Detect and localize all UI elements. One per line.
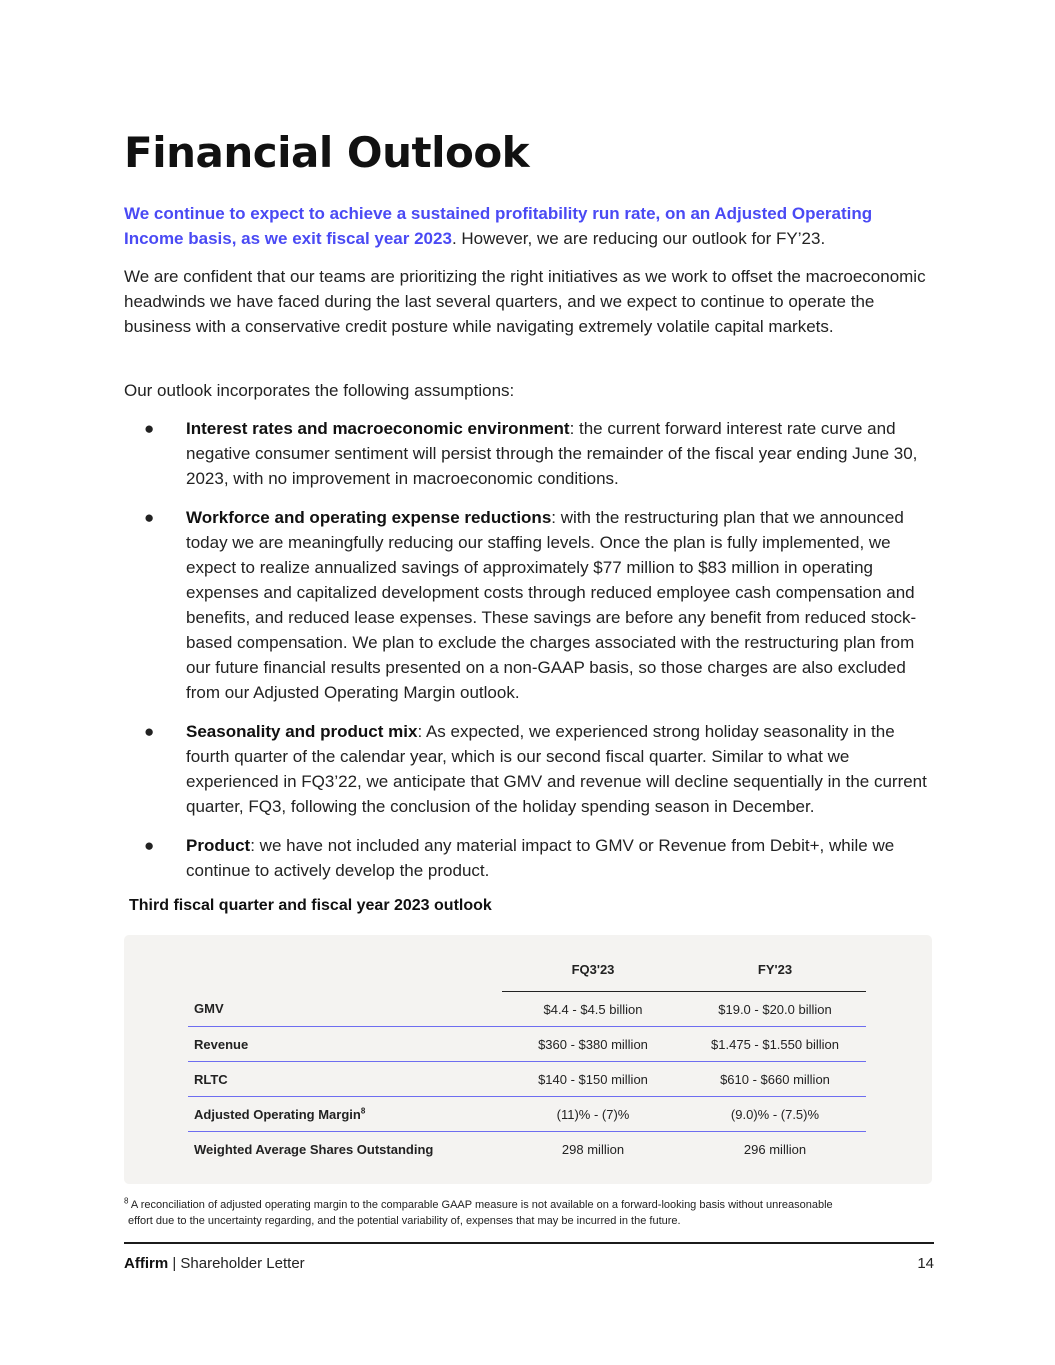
bullet-text: : we have not included any material impact to GMV or Revenue from Debit+, while we continue to actively develop the product. [186, 836, 895, 880]
page-title: Financial Outlook [124, 128, 530, 177]
lead-highlight: We continue to expect to achieve a sustained profitability run rate, on an Adjusted Operating Income basis, as we exit fiscal year 2023 [124, 204, 873, 248]
list-item [124, 719, 934, 819]
bullet-term: Workforce and operating expense reductions [186, 508, 552, 527]
footer-brand [124, 1255, 305, 1272]
cell-fy: $19.0 - $20.0 billion [684, 992, 866, 1027]
bullet-text: : As expected, we experienced strong holiday seasonality in the fourth quarter of the calendar year, which is our second fiscal quarter. Similar to what we experienced in FQ3’22, we anticipate that GMV and revenue will decline sequentially in the current quarter, FQ3, following the conclusion of the holiday spending season in December. [186, 722, 927, 816]
lead-paragraph [124, 201, 934, 251]
footer-divider [124, 1242, 934, 1244]
cell-fq3: 298 million [561, 1141, 625, 1157]
bullet-term: Seasonality and product mix [186, 722, 418, 741]
bullet-icon: ● [144, 722, 155, 741]
row-label: RLTC [188, 1062, 502, 1097]
footnote-line-2: effort due to the uncertainty regarding, and the potential variability of, expenses that may be incurred in the future. [128, 1215, 681, 1227]
row-label: Weighted Average Shares Outstanding [194, 1141, 434, 1157]
cell-fy: $1.475 - $1.550 billion [684, 1027, 866, 1062]
row-label [188, 1097, 502, 1132]
table-header-row [188, 947, 866, 992]
lead-rest: . However, we are reducing our outlook for FY’23. [451, 229, 826, 248]
outlook-table-panel [124, 935, 932, 1184]
list-item [124, 505, 934, 705]
table-row [188, 1097, 866, 1132]
footer-separator: | [168, 1255, 181, 1272]
table-header-empty [188, 947, 502, 992]
paragraph-confidence: We are confident that our teams are prioritizing the right initiatives as we work to offset the macroeconomic headwinds we have faced during the last several quarters, and we expect to continue to operate the business with a conservative credit posture while navigating extremely volatile capital markets. [124, 267, 926, 336]
list-item [124, 416, 934, 491]
footnote-ref: 8 [360, 1106, 366, 1116]
row-label-text: Adjusted Operating Margin [194, 1106, 361, 1122]
row-label: Revenue [188, 1027, 502, 1062]
list-item [124, 833, 934, 883]
column-header-fq3: FQ3'23 [502, 947, 684, 992]
footnote [124, 1197, 924, 1229]
table-row [188, 992, 866, 1027]
cell-fy: (9.0)% - (7.5)% [684, 1097, 866, 1132]
cell-fy: 296 million [743, 1141, 807, 1157]
cell-fq3: $4.4 - $4.5 billion [502, 992, 684, 1027]
table-row [188, 1062, 866, 1097]
assumptions-list [124, 416, 934, 897]
outlook-table [188, 947, 866, 1166]
cell-fq3: $140 - $150 million [502, 1062, 684, 1097]
table-row [188, 1027, 866, 1062]
cell-fq3: $360 - $380 million [502, 1027, 684, 1062]
column-header-fy: FY'23 [684, 947, 866, 992]
page-number: 14 [917, 1255, 934, 1272]
row-label: GMV [188, 992, 502, 1027]
bullet-term: Product [186, 836, 251, 855]
cell-fq3: (11)% - (7)% [502, 1097, 684, 1132]
table-row [188, 1132, 866, 1167]
bullet-icon: ● [144, 508, 155, 527]
outlook-table-title: Third fiscal quarter and fiscal year 2023 outlook [129, 897, 492, 914]
bullet-text: : the current forward interest rate curve and negative consumer sentiment will persist through the remainder of the fiscal year ending June 30, 2023, with no improvement in macroeconomic conditions. [186, 419, 918, 488]
bullet-icon: ● [144, 419, 155, 438]
cell-fy: $610 - $660 million [684, 1062, 866, 1097]
footer-doc-title: Shareholder Letter [180, 1255, 305, 1272]
bullet-text: : with the restructuring plan that we announced today we are meaningfully reducing our staffing levels. Once the plan is fully implemented, we expect to realize annualized savings of approximately $77 million to $83 million in operating expenses and capitalized development costs through reduced employee cash compensation and benefits, and reduced lease expenses. These savings are before any benefit from reduced stock-based compensation. We plan to exclude the charges associated with the restructuring plan from our future financial results presented on a non-GAAP basis, so those charges are also excluded from our Adjusted Operating Margin outlook. [186, 508, 917, 702]
bullet-term: Interest rates and macroeconomic environment [186, 419, 570, 438]
bullet-icon: ● [144, 836, 155, 855]
paragraph-assumptions-intro: Our outlook incorporates the following assumptions: [124, 381, 515, 400]
footnote-marker: 8 [124, 1196, 129, 1206]
footnote-line-1: A reconciliation of adjusted operating margin to the comparable GAAP measure is not available on a forward-looking basis without unreasonable [128, 1199, 833, 1211]
brand-name: Affirm [124, 1255, 169, 1272]
